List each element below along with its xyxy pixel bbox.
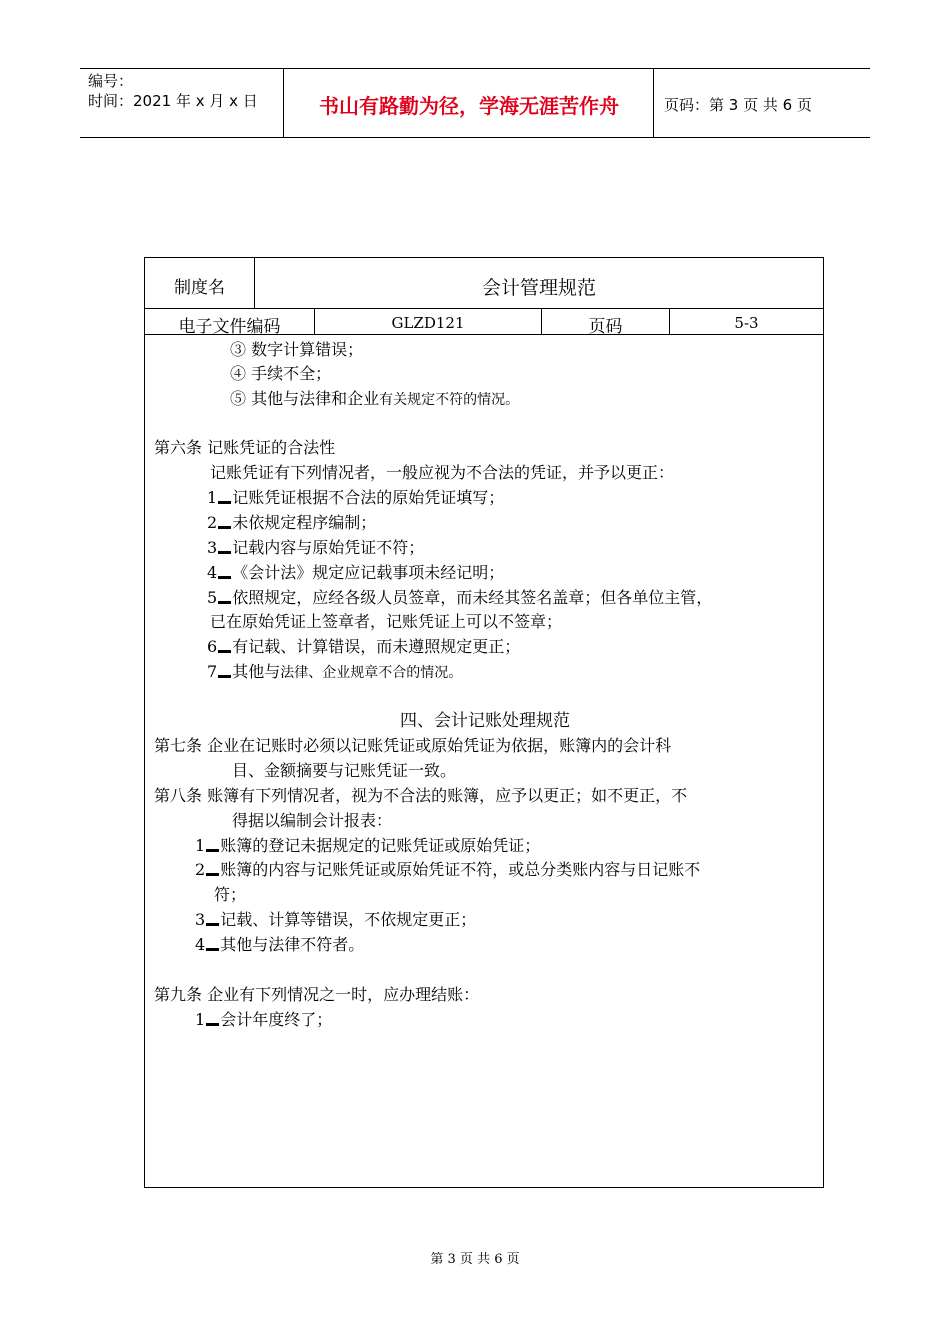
list-item-text: 有关规定不符的情况。 <box>379 392 520 408</box>
list-item: ③ 数字计算错误； <box>230 340 364 359</box>
paragraph: 第七条 企业在记账时必须以记账凭证或原始凭证为依据，账簿内的会计科 <box>154 736 672 755</box>
item-number: 1 <box>195 1010 206 1029</box>
bullet-mark <box>218 593 231 604</box>
bullet-mark <box>206 841 219 852</box>
bullet-mark <box>206 915 219 926</box>
item-number: 5 <box>207 588 218 607</box>
policy-name-label: 制度名 <box>174 278 225 298</box>
item-text: 其他与法律不符者。 <box>220 935 365 954</box>
list-item <box>207 488 504 508</box>
list-item <box>195 1010 332 1030</box>
item-text: 记载内容与原始凭证不符； <box>232 538 425 557</box>
item-number: 4 <box>207 563 218 582</box>
list-item <box>207 662 462 683</box>
page-footer: 第 3 页 共 6 页 <box>430 1252 520 1267</box>
header-date-label: 时间：2021 年 x 月 x 日 <box>88 92 258 110</box>
table-rule <box>145 308 823 309</box>
list-item <box>207 637 520 657</box>
header-motto: 书山有路勤为径，学海无涯苦作舟 <box>319 94 619 118</box>
bullet-mark <box>218 667 231 678</box>
list-item <box>207 538 424 558</box>
item-text: 记载、计算等错误，不依规定更正； <box>220 910 477 929</box>
article-heading: 第六条 记账凭证的合法性 <box>154 438 336 457</box>
item-number: 6 <box>207 637 218 656</box>
list-item <box>207 513 376 533</box>
item-text: 账簿的登记未据规定的记账凭证或原始凭证； <box>220 836 541 855</box>
item-text: 依照规定，应经各级人员签章，而未经其签名盖章；但各单位主管， <box>232 588 713 607</box>
paragraph: 第九条 企业有下列情况之一时，应办理结账： <box>154 985 480 1004</box>
page-value: 5-3 <box>734 314 759 332</box>
header-code-label: 编号： <box>88 72 134 90</box>
item-number: 1 <box>195 836 206 855</box>
section-heading: 四、会计记账处理规范 <box>400 711 570 731</box>
item-text: 《会计法》规定应记载事项未经记明； <box>232 563 505 582</box>
item-text: 账簿的内容与记账凭证或原始凭证不符，或总分类账内容与日记账不 <box>220 860 701 879</box>
bullet-mark <box>218 642 231 653</box>
list-item <box>207 563 504 583</box>
bullet-mark <box>218 568 231 579</box>
list-item <box>195 836 540 856</box>
item-text: 法律、企业规章不合的情况。 <box>280 665 463 681</box>
list-item-text: ⑤ 其他与法律和企业 <box>230 389 380 408</box>
item-text: 记账凭证根据不合法的原始凭证填写； <box>232 488 505 507</box>
item-number: 3 <box>195 910 206 929</box>
list-item <box>230 389 519 410</box>
page-label: 页码 <box>588 317 623 337</box>
paragraph-continuation: 目、金额摘要与记账凭证一致。 <box>232 761 457 780</box>
list-item <box>195 860 700 880</box>
bullet-mark <box>206 940 219 951</box>
policy-name-value: 会计管理规范 <box>481 277 596 299</box>
file-code-value: GLZD121 <box>391 314 465 332</box>
item-number: 3 <box>207 538 218 557</box>
item-text: 其他与 <box>232 662 281 681</box>
list-item: ④ 手续不全； <box>230 364 332 383</box>
list-item <box>195 935 364 955</box>
list-item <box>195 910 476 930</box>
bullet-mark <box>206 1015 219 1026</box>
bullet-mark <box>218 543 231 554</box>
item-number: 7 <box>207 662 218 681</box>
file-code-label: 电子文件编码 <box>178 317 281 337</box>
item-number: 1 <box>207 488 218 507</box>
item-text: 会计年度终了； <box>220 1010 333 1029</box>
list-item-continuation: 符； <box>214 885 247 904</box>
paragraph: 记账凭证有下列情况者，一般应视为不合法的凭证，并予以更正： <box>210 463 675 482</box>
item-text: 未依规定程序编制； <box>232 513 377 532</box>
bullet-mark <box>218 518 231 529</box>
bullet-mark <box>218 493 231 504</box>
header-page-label: 页码：第 3 页 共 6 页 <box>664 96 812 114</box>
item-number: 2 <box>195 860 206 879</box>
item-text: 有记载、计算错误，而未遵照规定更正； <box>232 637 521 656</box>
list-item <box>207 588 712 608</box>
paragraph: 第八条 账簿有下列情况者，视为不合法的账簿，应予以更正；如不更正，不 <box>154 786 688 805</box>
paragraph-continuation: 得据以编制会计报表： <box>232 811 393 830</box>
item-number: 2 <box>207 513 218 532</box>
bullet-mark <box>206 865 219 876</box>
item-number: 4 <box>195 935 206 954</box>
list-item-continuation: 已在原始凭证上签章者，记账凭证上可以不签章； <box>210 612 563 631</box>
